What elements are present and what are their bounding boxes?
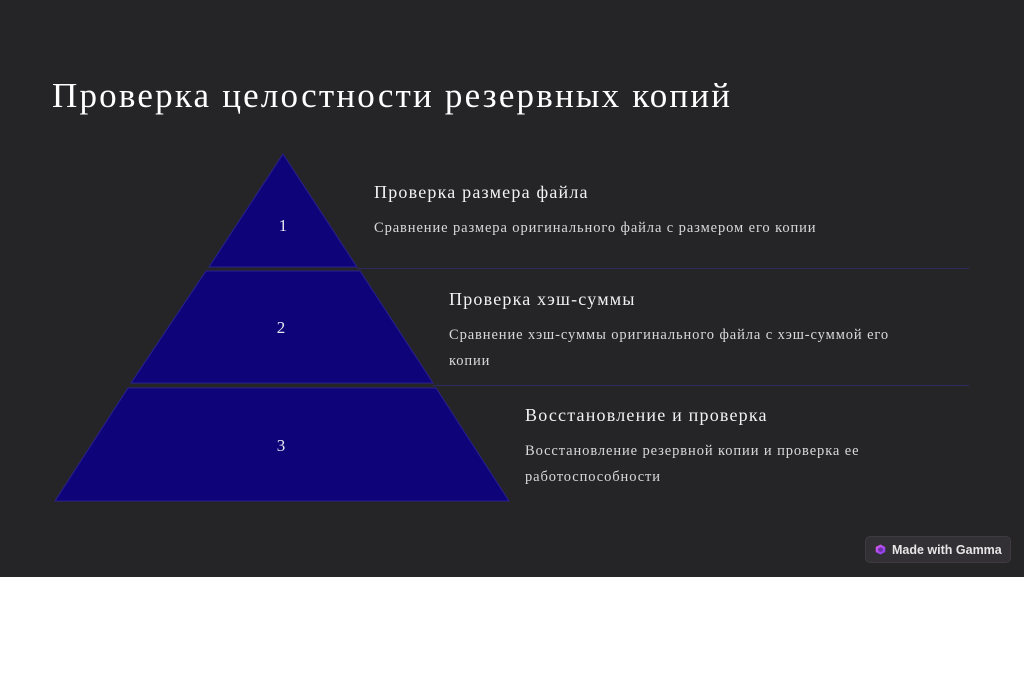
level-2-heading: Проверка хэш-суммы [449, 289, 636, 309]
level-number-2: 2 [276, 318, 286, 337]
badge-label: Made with Gamma [892, 542, 1002, 557]
gamma-logo-icon [875, 544, 886, 555]
level-divider-2 [433, 385, 969, 386]
level-2-text: Сравнение хэш-суммы оригинального файла с хэш-суммой его копии [449, 327, 890, 369]
slide-title: Проверка целостности резервных копий [52, 76, 733, 115]
level-2-description [449, 289, 929, 374]
level-1-heading: Проверка размера файла [374, 182, 589, 202]
level-3-description [525, 405, 895, 490]
level-1-text: Сравнение размера оригинального файла с размером его копии [374, 220, 817, 236]
level-number-1: 1 [278, 216, 288, 235]
made-with-gamma-badge[interactable] [865, 536, 1011, 563]
level-divider-1 [357, 268, 969, 269]
level-3-text: Восстановление резервной копии и проверка ее работоспособности [525, 443, 860, 485]
level-3-heading: Восстановление и проверка [525, 405, 768, 425]
pyramid-level-1 [209, 154, 357, 267]
level-1-description [374, 182, 934, 241]
level-number-3: 3 [276, 436, 286, 455]
